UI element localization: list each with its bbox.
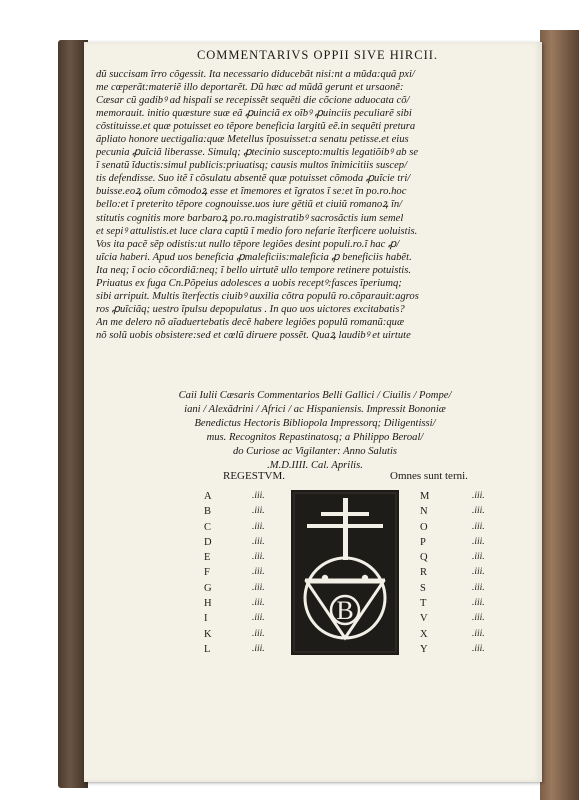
register-mark: .iii.	[252, 491, 265, 501]
register-left-letters	[204, 489, 224, 657]
register-mark: .iii.	[472, 567, 485, 578]
text-line: dũ succisam ĩrro cõgessit. Ita necessario diducebãt nisi:nt a mũda:quã pxi/	[96, 69, 415, 80]
register-mark: .iii.	[252, 598, 265, 609]
text-line: memorauit. initio quæsture suæ eã ꝓuinciã ex oĩbꝰ ꝓuinciis peculiarẽ sibi	[96, 108, 412, 120]
register-letter: K	[204, 628, 212, 640]
colophon-line: do Curiose ac Vigilanter: Anno Salutis	[232, 446, 398, 457]
text-line: ĩ senatũ ĩductis:simul publicis:priuatisq; causis multos ĩnimicitiis suscep/	[96, 160, 408, 172]
colophon-line: Benedictus Hectoris Bibliopola Impressorq; Diligentissi/	[194, 418, 436, 429]
register-letter: B	[204, 506, 212, 518]
register-letter: H	[204, 598, 212, 610]
text-line: Priuatus ex fuga Cn.Põpeius adolesces a uobis receptꝰ:fasces ĩperiumq;	[96, 277, 402, 289]
register-mark: .iii.	[472, 536, 485, 547]
text-line: me cœperãt:materiẽ illo deportarẽt. Dũ hæc ad mũdã gerunt et ursaonẽ:	[96, 82, 404, 94]
register-mark: .iii.	[252, 643, 265, 654]
register-letter: R	[420, 567, 428, 579]
register-mark: .iii.	[472, 613, 485, 624]
register-mark: .iii.	[252, 582, 265, 593]
register-letter: I	[204, 613, 208, 625]
cross-shaft	[343, 498, 348, 560]
register-mark: .iii.	[472, 491, 485, 501]
text-line: nõ solũ uobis obsistere:sed et cœlũ diruere possẽt. Quaꝝ laudibꝰ et uirtute	[96, 329, 411, 341]
printer-device-woodcut	[291, 490, 399, 655]
register-letter: Q	[420, 552, 428, 564]
cross-bar-upper	[321, 512, 369, 516]
text-line: Ita neq; ĩ ocio cõcordiã:neq; ĩ bello uirtutẽ ullo tempore retinere potuistis.	[96, 264, 412, 276]
register-letter: E	[204, 552, 211, 564]
register-mark: .iii.	[472, 643, 485, 654]
cross-bar-lower	[307, 524, 383, 528]
register-letter: X	[420, 628, 428, 640]
register-mark: .iii.	[252, 521, 265, 532]
register-mark: .iii.	[472, 582, 485, 593]
register-mark: .iii.	[252, 552, 265, 563]
text-line: An me delero nõ aĩaduertebatis decẽ habere legiões populũ romanũ:quæ	[96, 316, 405, 328]
register-letter: Y	[420, 643, 428, 655]
register-letter: P	[420, 536, 426, 548]
register-left-marks	[252, 489, 278, 657]
register-mark: .iii.	[252, 613, 265, 624]
register-mark: .iii.	[252, 506, 265, 517]
text-line: Cæsar cũ gadibꝰ ad hispali se recepissẽt sequẽti die cõcione aduocata cõ/	[96, 95, 410, 107]
register-letter: O	[420, 521, 428, 533]
register-letter: V	[420, 613, 428, 625]
colophon-line: Caii Iulii Cæsaris Commentarios Belli Gallici / Ciuilis / Pompe/	[178, 390, 452, 401]
text-line: stitutis cognitis more barbaroꝝ po.ro.magistratibꝰ sacrosãctis ium semel	[96, 212, 404, 224]
book-board-right	[540, 30, 579, 800]
register-letter: A	[204, 491, 212, 502]
text-line: bello:et ĩ preterito tẽpore cognouisse.uos iure gẽtiũ et ciuiũ romanoꝝ ĩn/	[96, 199, 403, 211]
register-letter: D	[204, 536, 212, 548]
colophon-line: .M.D.IIII. Cal. Aprilis.	[267, 460, 363, 471]
device-letter: B	[336, 596, 354, 625]
running-head: COMMENTARIVS OPPII SIVE HIRCII.	[196, 48, 439, 62]
colophon	[150, 389, 480, 473]
register-mark: .iii.	[252, 628, 265, 639]
text-line: sibi arripuit. Multis ĩterfectis ciuibꝰ auxilia cõtra populũ ro.cõparauit:agros	[96, 290, 419, 302]
register-mark: .iii.	[472, 552, 485, 563]
colophon-line: mus. Recognitos Repastinatosq; a Philippo Beroal/	[206, 432, 424, 443]
text-line: et sepiꝰ attulistis.et luce clara captũ ĩ medio foro nefarie ĩterficere uoluistis.	[96, 225, 418, 237]
register-right-letters	[420, 489, 440, 657]
text-line: tis defendisse. Suo itẽ ĩ cõsulatu absentẽ quæ potuisset cõmoda ꝓuĩcie tri/	[96, 173, 411, 185]
text-line: Vos ita pacẽ sẽp odistis:ut nullo tẽpore legiões desint populi.ro.ĩ hac ꝓ/	[96, 238, 400, 250]
register-mark: .iii.	[472, 628, 485, 639]
register-letter: G	[204, 582, 212, 594]
register-letter: S	[420, 582, 426, 594]
colophon-line: iani / Alexãdrini / Africi / ac Hispaniensis. Impressit Bononiæ	[184, 404, 446, 415]
register-right-marks	[472, 489, 498, 657]
body-text	[96, 68, 528, 342]
register-mark: .iii.	[252, 567, 265, 578]
register-note: Omnes sunt terni.	[390, 470, 468, 482]
register-letter: T	[420, 598, 427, 610]
register-letter: L	[204, 643, 211, 655]
register-letter: N	[420, 506, 428, 518]
register-mark: .iii.	[252, 536, 265, 547]
text-line: uĩcia haberi. Apud uos beneficia ꝓmaleficiis:maleficia ꝓ beneficiis habẽt.	[96, 251, 412, 263]
register-letter: C	[204, 521, 212, 533]
text-line: ros ꝓuĩciãq; uestro ĩpulsu depopulatus . In quo uos uictores excitabatis?	[96, 303, 405, 315]
register-letter: M	[420, 491, 430, 502]
text-line: cõstituisse.et quæ potuisset eo tẽpore beneficia largitũ eẽ.in sequẽti pretura	[96, 121, 416, 133]
text-line: buisse.eoꝝ oĩum cõmodoꝝ esse et ĩmemores et ĩgratos ĩ se:et ĩn po.ro.hoc	[96, 186, 407, 198]
register-title: REGESTVM.	[223, 470, 286, 482]
register-mark: .iii.	[472, 598, 485, 609]
text-line: pecunia ꝓuĩciã liberasse. Simulq; ꝓtecinio suscepto:multis legatiõibꝰ ab se	[96, 147, 419, 159]
register-letter: F	[204, 567, 210, 579]
text-line: ãpliato honore uectigalia:quæ Metellus ĩposuisset:a senatu petisse.et eius	[96, 134, 409, 146]
register-mark: .iii.	[472, 506, 485, 517]
register-mark: .iii.	[472, 521, 485, 532]
